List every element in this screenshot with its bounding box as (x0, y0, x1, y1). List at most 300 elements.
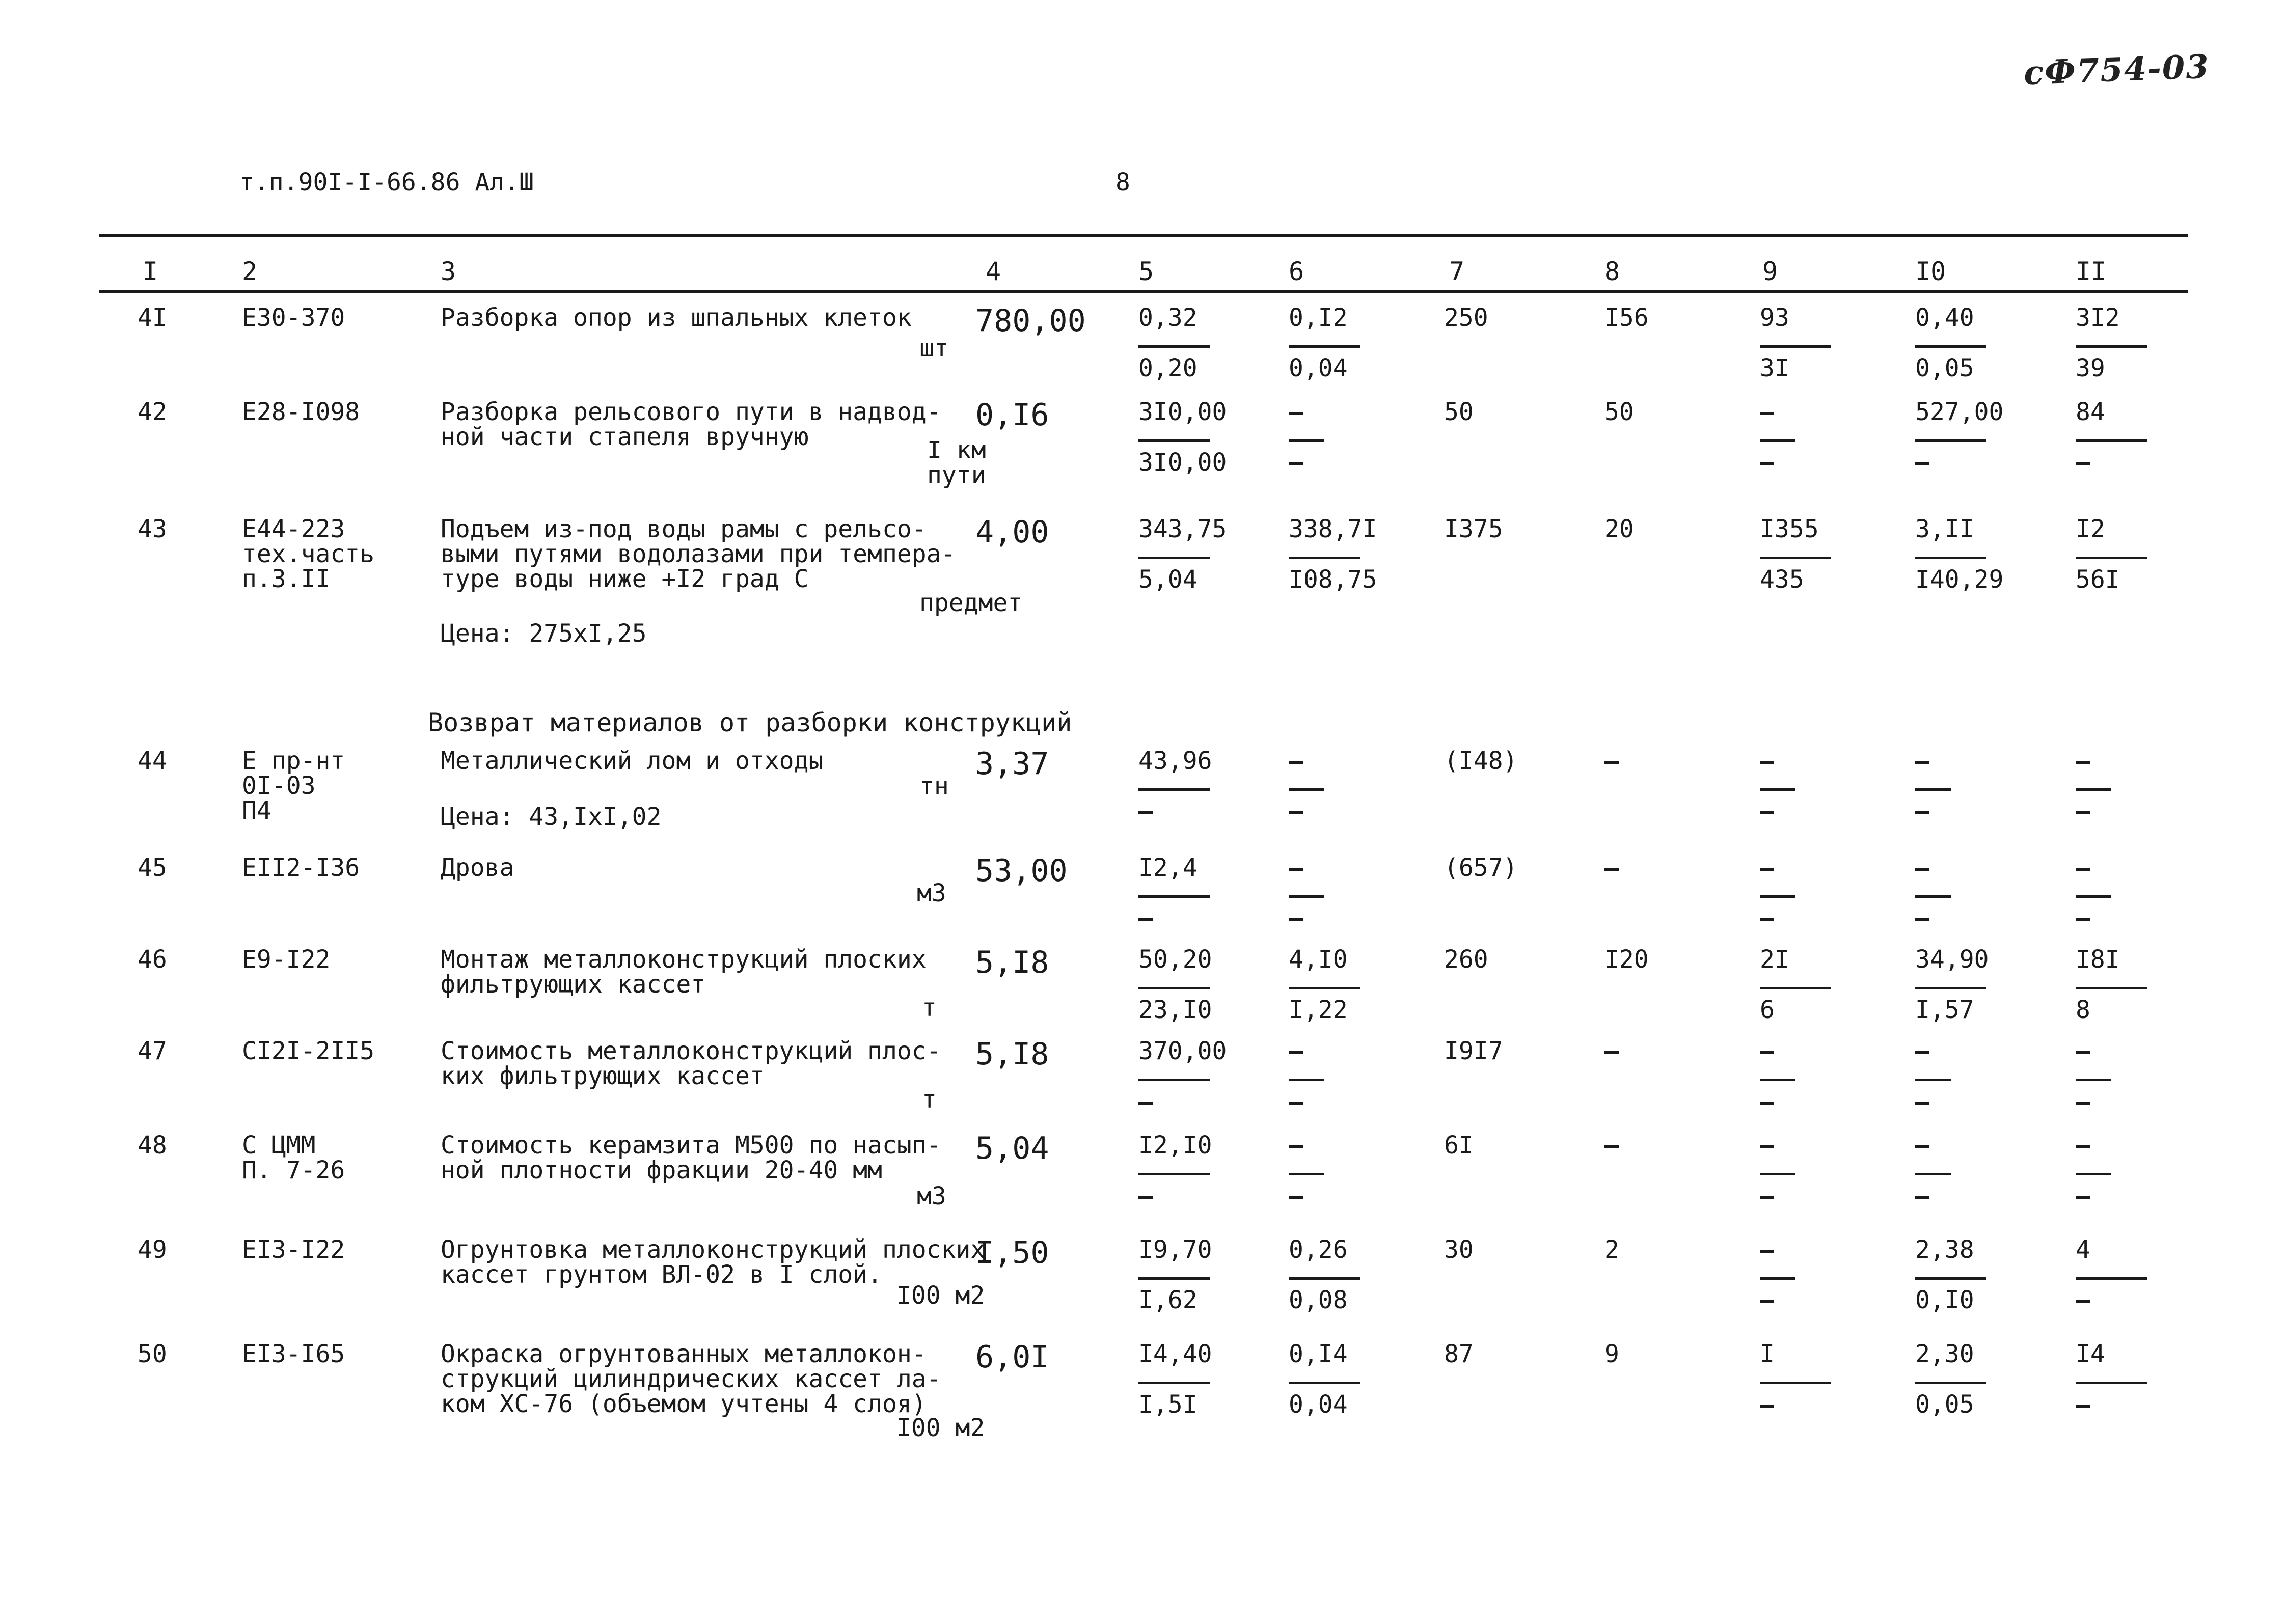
work-description: Огрунтовка металлоконструкций плоских кассет грунтом ВЛ-02 в I слой. (441, 1235, 986, 1289)
labor-total-bottom (2076, 1288, 2162, 1318)
machine-cost-total-bottom (1760, 1183, 1846, 1214)
labor-unit (1915, 749, 2002, 830)
machine-cost-unit-bottom (1289, 799, 1375, 830)
machine-cost-unit-top (1289, 400, 1375, 430)
labor-total-bottom (2076, 1089, 2162, 1120)
labor-total (2076, 517, 2162, 598)
machine-cost-total-bottom: 6 (1760, 996, 1775, 1024)
machine-cost-unit-top: 0,I2 (1289, 304, 1348, 332)
column-header: I (143, 257, 158, 286)
cost-unit-bottom: 3I0,00 (1138, 448, 1227, 477)
machine-cost-unit-top: 338,7I (1289, 515, 1377, 543)
machine-cost-total-top (1760, 1039, 1846, 1069)
column-header: 9 (1762, 257, 1778, 286)
wage-total (1604, 749, 1619, 774)
machine-cost-total (1760, 306, 1846, 387)
labor-unit-bar (1915, 1173, 1951, 1175)
labor-total (2076, 400, 2162, 481)
machine-cost-total-top (1760, 1237, 1846, 1268)
machine-cost-total-bottom (1760, 799, 1846, 830)
dash-mark (1760, 918, 1774, 921)
cost-unit-bar (1138, 895, 1210, 898)
column-header: II (2076, 257, 2107, 286)
column-header: 7 (1449, 257, 1465, 286)
labor-unit (1915, 1237, 2002, 1318)
price-note: Цена: 43,IxI,02 (441, 803, 662, 831)
dash-mark (1915, 1145, 1929, 1148)
machine-cost-total (1760, 1237, 1846, 1318)
cost-unit-bar (1138, 345, 1210, 348)
machine-cost-total-top: I355 (1760, 515, 1819, 543)
cost-total: (657) (1444, 854, 1518, 882)
rate-code: E9-I22 (242, 945, 331, 974)
quantity: 5,I8 (975, 945, 1049, 980)
machine-cost-unit (1289, 856, 1375, 937)
labor-total-bottom (2076, 799, 2162, 830)
dash-mark (1915, 811, 1929, 814)
machine-cost-total-bottom: 435 (1760, 565, 1804, 594)
machine-cost-unit-bar (1289, 439, 1324, 442)
labor-unit-bottom (1915, 799, 2002, 830)
machine-cost-unit-bottom: 0,08 (1289, 1286, 1348, 1314)
cost-total: 50 (1444, 398, 1474, 426)
dash-mark (1604, 761, 1619, 764)
cost-unit-bar (1138, 1277, 1210, 1280)
dash-mark (2076, 761, 2090, 764)
dash-mark (1760, 811, 1774, 814)
labor-total-bottom: 8 (2076, 996, 2090, 1024)
cost-unit-bar (1138, 987, 1210, 989)
work-description: Монтаж металлоконструкций плоских фильтрующих кассет (441, 945, 927, 999)
dash-mark (1915, 868, 1929, 871)
labor-total-bar (2076, 1079, 2111, 1081)
cost-unit-top: I2,4 (1138, 854, 1198, 882)
quantity: 53,00 (975, 853, 1068, 889)
labor-total-bottom: 39 (2076, 354, 2105, 382)
cost-unit (1138, 1039, 1225, 1120)
cost-unit-top: I9,70 (1138, 1235, 1212, 1264)
row-number: 44 (138, 747, 167, 775)
machine-cost-unit (1289, 1342, 1375, 1423)
machine-cost-unit-bottom (1289, 906, 1375, 937)
wage-total: I56 (1604, 304, 1649, 332)
dash-mark (1760, 1196, 1774, 1199)
quantity: 5,04 (975, 1131, 1049, 1166)
dash-mark (1760, 462, 1774, 465)
machine-cost-total (1760, 1133, 1846, 1214)
dash-mark (1915, 462, 1929, 465)
wage-total: I20 (1604, 945, 1649, 974)
cost-total: 250 (1444, 304, 1488, 332)
machine-cost-unit-bar (1289, 1079, 1324, 1081)
dash-mark (1760, 412, 1774, 415)
dash-mark (1760, 868, 1774, 871)
column-header-row (99, 250, 2188, 290)
dash-mark (2076, 918, 2090, 921)
machine-cost-unit-top (1289, 856, 1375, 886)
quantity: 4,00 (975, 514, 1049, 550)
machine-cost-total-top: 93 (1760, 304, 1789, 332)
labor-unit-bar (1915, 895, 1951, 898)
unit-of-measure: т (922, 1085, 937, 1114)
machine-cost-total-top (1760, 856, 1846, 886)
labor-total-bar (2076, 1382, 2147, 1384)
wage-total (1604, 856, 1619, 880)
machine-cost-unit-bottom: 0,04 (1289, 1390, 1348, 1419)
column-header: 5 (1138, 257, 1154, 286)
machine-cost-unit (1289, 749, 1375, 830)
work-description: Разборка опор из шпальных клеток (441, 304, 912, 332)
dash-mark (1138, 811, 1153, 814)
rate-code: E пр-нт 0I-03 П4 (242, 747, 345, 825)
labor-unit-bar (1915, 1079, 1951, 1081)
document-header: т.п.90I-I-66.86 Ал.Ш (239, 168, 534, 197)
machine-cost-total-bar (1760, 345, 1831, 348)
machine-cost-total-top (1760, 749, 1846, 779)
machine-cost-total (1760, 947, 1846, 1028)
machine-cost-unit-top: 4,I0 (1289, 945, 1348, 974)
work-description: Подъем из-под воды рамы с рельсо- выми путями водолазами при темпера- туре воды ниже +I2 град С (441, 515, 956, 593)
labor-total-bottom (2076, 1392, 2162, 1423)
dash-mark (1289, 1145, 1303, 1148)
row-number: 50 (138, 1340, 167, 1368)
labor-total (2076, 947, 2162, 1028)
machine-cost-total-bar (1760, 895, 1795, 898)
labor-unit-bottom (1915, 906, 2002, 937)
work-description: Дрова (441, 854, 514, 882)
labor-unit (1915, 856, 2002, 937)
dash-mark (1760, 1250, 1774, 1253)
machine-cost-total-bar (1760, 1277, 1795, 1280)
unit-of-measure: шт (919, 334, 949, 363)
labor-unit-bottom (1915, 1089, 2002, 1120)
machine-cost-total-bar (1760, 557, 1831, 559)
dash-mark (1760, 1300, 1774, 1303)
labor-total (2076, 1237, 2162, 1318)
labor-unit-bar (1915, 557, 1986, 559)
labor-total-bar (2076, 987, 2147, 989)
labor-total-top: I8I (2076, 945, 2120, 974)
column-header: 4 (986, 257, 1001, 286)
machine-cost-total (1760, 517, 1846, 598)
cost-total: I375 (1444, 515, 1503, 543)
cost-unit (1138, 306, 1225, 387)
dash-mark (2076, 1051, 2090, 1054)
machine-cost-unit-top (1289, 749, 1375, 779)
machine-cost-total-top (1760, 1133, 1846, 1164)
labor-unit-bottom (1915, 1183, 2002, 1214)
cost-unit-bar (1138, 1079, 1210, 1081)
cost-unit-top: 50,20 (1138, 945, 1212, 974)
machine-cost-total-bar (1760, 1382, 1831, 1384)
labor-total-bar (2076, 557, 2147, 559)
wage-total: 20 (1604, 515, 1634, 543)
labor-unit (1915, 1342, 2002, 1423)
machine-cost-unit-bar (1289, 1382, 1360, 1384)
labor-unit-top (1915, 1039, 2002, 1069)
machine-cost-unit-bottom: 0,04 (1289, 354, 1348, 382)
row-number: 45 (138, 854, 167, 882)
machine-cost-unit-top (1289, 1039, 1375, 1069)
cost-unit-bottom (1138, 1089, 1225, 1120)
labor-total-bar (2076, 895, 2111, 898)
dash-mark (2076, 868, 2090, 871)
dash-mark (1604, 1145, 1619, 1148)
rate-code: EII2-I36 (242, 854, 360, 882)
quantity: 0,I6 (975, 397, 1049, 433)
machine-cost-total-bar (1760, 788, 1795, 791)
quantity: 6,0I (975, 1339, 1049, 1375)
machine-cost-unit (1289, 1237, 1375, 1318)
row-number: 48 (138, 1131, 167, 1160)
labor-unit-bottom: 0,05 (1915, 354, 1974, 382)
labor-unit-top: 2,38 (1915, 1235, 1974, 1264)
machine-cost-unit-bottom (1289, 1183, 1375, 1214)
labor-total-bottom (2076, 906, 2162, 937)
cost-unit-top: 343,75 (1138, 515, 1227, 543)
dash-mark (1760, 1405, 1774, 1408)
machine-cost-unit-bar (1289, 557, 1360, 559)
machine-cost-total-bottom: 3I (1760, 354, 1789, 382)
labor-total (2076, 1133, 2162, 1214)
dash-mark (1138, 1102, 1153, 1105)
labor-unit-bottom: I40,29 (1915, 565, 2004, 594)
labor-unit-bar (1915, 1277, 1986, 1280)
labor-unit-top (1915, 856, 2002, 886)
dash-mark (1138, 918, 1153, 921)
cost-unit-top: 0,32 (1138, 304, 1198, 332)
cost-unit-top: I2,I0 (1138, 1131, 1212, 1160)
cost-unit (1138, 1342, 1225, 1423)
row-number: 49 (138, 1235, 167, 1264)
labor-total (2076, 749, 2162, 830)
column-header: 6 (1289, 257, 1304, 286)
work-description: Стоимость керамзита М500 по насып- ной плотности фракции 20-40 мм (441, 1131, 941, 1185)
cost-unit (1138, 749, 1225, 830)
labor-total-bar (2076, 345, 2147, 348)
labor-unit-bottom: I,57 (1915, 996, 1974, 1024)
dash-mark (2076, 1145, 2090, 1148)
wage-total: 9 (1604, 1340, 1619, 1368)
cost-unit (1138, 1133, 1225, 1214)
section-title: Возврат материалов от разборки конструкций (428, 708, 1072, 737)
cost-unit-bottom (1138, 799, 1225, 830)
price-note: Цена: 275xI,25 (441, 619, 647, 648)
quantity: 3,37 (975, 746, 1049, 782)
column-header: I0 (1915, 257, 1946, 286)
cost-total: 260 (1444, 945, 1488, 974)
column-header: 3 (441, 257, 456, 286)
labor-unit-top: 2,30 (1915, 1340, 1974, 1368)
rate-code: E28-I098 (242, 398, 360, 426)
row-number: 46 (138, 945, 167, 974)
cost-total: I9I7 (1444, 1037, 1503, 1065)
dash-mark (1289, 761, 1303, 764)
labor-total-top: 4 (2076, 1235, 2090, 1264)
machine-cost-unit (1289, 1039, 1375, 1120)
unit-of-measure: м3 (917, 879, 946, 907)
cost-total: 6I (1444, 1131, 1474, 1160)
labor-total-top (2076, 1133, 2162, 1164)
labor-unit (1915, 947, 2002, 1028)
cost-unit (1138, 517, 1225, 598)
machine-cost-total-top (1760, 400, 1846, 430)
dash-mark (1289, 918, 1303, 921)
dash-mark (2076, 1300, 2090, 1303)
dash-mark (1760, 1102, 1774, 1105)
work-description: Стоимость металлоконструкций плос- ких фильтрующих кассет (441, 1037, 941, 1090)
machine-cost-unit (1289, 1133, 1375, 1214)
cost-unit-bottom: I,62 (1138, 1286, 1198, 1314)
cost-unit-bar (1138, 557, 1210, 559)
cost-unit-top: 3I0,00 (1138, 398, 1227, 426)
unit-of-measure: тн (919, 772, 949, 801)
labor-unit-top: 527,00 (1915, 398, 2004, 426)
dash-mark (2076, 1102, 2090, 1105)
labor-total-bottom (2076, 1183, 2162, 1214)
machine-cost-unit-bottom (1289, 450, 1375, 481)
labor-unit-top: 0,40 (1915, 304, 1974, 332)
dash-mark (2076, 462, 2090, 465)
work-description: Металлический лом и отходы (441, 747, 824, 775)
unit-of-measure: предмет (919, 589, 1023, 617)
labor-total-top: I2 (2076, 515, 2105, 543)
machine-cost-total-bar (1760, 987, 1831, 989)
header-bottom-rule (99, 290, 2188, 293)
unit-of-measure: м3 (917, 1182, 946, 1210)
machine-cost-unit-bar (1289, 987, 1360, 989)
dash-mark (1138, 1196, 1153, 1199)
machine-cost-unit (1289, 517, 1375, 598)
wage-total (1604, 1039, 1619, 1064)
quantity: 780,00 (975, 303, 1086, 339)
machine-cost-total-bar (1760, 1079, 1795, 1081)
machine-cost-unit-top: 0,I4 (1289, 1340, 1348, 1368)
labor-total-top (2076, 856, 2162, 886)
labor-unit-top: 3,II (1915, 515, 1974, 543)
machine-cost-total-bottom (1760, 1089, 1846, 1120)
machine-cost-total-bar (1760, 1173, 1795, 1175)
cost-unit-top: I4,40 (1138, 1340, 1212, 1368)
dash-mark (1915, 1196, 1929, 1199)
page-number: 8 (1115, 168, 1130, 197)
labor-total-top: 84 (2076, 398, 2105, 426)
labor-unit (1915, 517, 2002, 598)
cost-unit-top: 370,00 (1138, 1037, 1227, 1065)
dash-mark (1289, 462, 1303, 465)
machine-cost-total-bottom (1760, 1288, 1846, 1318)
cost-unit-bottom: 23,I0 (1138, 996, 1212, 1024)
cost-unit-bottom (1138, 906, 1225, 937)
unit-of-measure: I00 м2 (896, 1414, 985, 1442)
labor-total (2076, 856, 2162, 937)
dash-mark (1289, 811, 1303, 814)
machine-cost-total-top: I (1760, 1340, 1775, 1368)
machine-cost-unit-bar (1289, 1173, 1324, 1175)
rate-code: E30-370 (242, 304, 345, 332)
work-description: Окраска огрунтованных металлокон- струкций цилиндрических кассет ла- ком ХС-76 (объемом учтены 4 слоя) (441, 1340, 941, 1418)
dash-mark (2076, 1196, 2090, 1199)
labor-total-top (2076, 1039, 2162, 1069)
labor-unit-bar (1915, 788, 1951, 791)
labor-total-top: 3I2 (2076, 304, 2120, 332)
cost-unit-bar (1138, 1382, 1210, 1384)
machine-cost-unit-bar (1289, 345, 1360, 348)
wage-total: 2 (1604, 1235, 1619, 1264)
cost-unit-bottom: 0,20 (1138, 354, 1198, 382)
labor-unit-bar (1915, 439, 1986, 442)
dash-mark (1915, 1102, 1929, 1105)
cost-unit (1138, 947, 1225, 1028)
machine-cost-unit-bar (1289, 788, 1324, 791)
labor-unit-top (1915, 749, 2002, 779)
labor-total-top (2076, 749, 2162, 779)
dash-mark (1289, 1102, 1303, 1105)
wage-total (1604, 1133, 1619, 1158)
machine-cost-total (1760, 1039, 1846, 1120)
dash-mark (1915, 761, 1929, 764)
rate-code: EI3-I65 (242, 1340, 345, 1368)
machine-cost-total-bottom (1760, 450, 1846, 481)
labor-unit-bottom: 0,05 (1915, 1390, 1974, 1419)
dash-mark (2076, 811, 2090, 814)
dash-mark (1604, 1051, 1619, 1054)
cost-unit-top: 43,96 (1138, 747, 1212, 775)
machine-cost-unit (1289, 947, 1375, 1028)
cost-total: (I48) (1444, 747, 1518, 775)
dash-mark (1760, 1051, 1774, 1054)
row-number: 43 (138, 515, 167, 543)
labor-unit-bar (1915, 1382, 1986, 1384)
dash-mark (1915, 918, 1929, 921)
labor-total-bar (2076, 1277, 2147, 1280)
machine-cost-total-bar (1760, 439, 1795, 442)
labor-total-bottom: 56I (2076, 565, 2120, 594)
cost-total: 30 (1444, 1235, 1474, 1264)
labor-total-top: I4 (2076, 1340, 2105, 1368)
wage-total: 50 (1604, 398, 1634, 426)
dash-mark (1604, 868, 1619, 871)
labor-total-bottom (2076, 450, 2162, 481)
cost-unit (1138, 1237, 1225, 1318)
dash-mark (1289, 1196, 1303, 1199)
labor-total-bar (2076, 439, 2147, 442)
machine-cost-total (1760, 1342, 1846, 1423)
unit-of-measure: т (922, 994, 937, 1022)
cost-total: 87 (1444, 1340, 1474, 1368)
dash-mark (1760, 761, 1774, 764)
row-number: 4I (138, 304, 167, 332)
dash-mark (1289, 1051, 1303, 1054)
machine-cost-unit-bar (1289, 1277, 1360, 1280)
machine-cost-unit-top: 0,26 (1289, 1235, 1348, 1264)
unit-of-measure: I00 м2 (896, 1281, 985, 1310)
document-stamp: сФ754-03 (2023, 47, 2211, 93)
labor-unit (1915, 400, 2002, 481)
column-header: 8 (1604, 257, 1620, 286)
dash-mark (1289, 412, 1303, 415)
quantity: I,50 (975, 1235, 1049, 1271)
dash-mark (1289, 868, 1303, 871)
cost-unit-bottom (1138, 1183, 1225, 1214)
labor-unit-bar (1915, 987, 1986, 989)
work-description: Разборка рельсового пути в надвод- ной части стапеля вручную (441, 398, 941, 451)
dash-mark (1915, 1051, 1929, 1054)
cost-unit-bottom: 5,04 (1138, 565, 1198, 594)
labor-unit-top (1915, 1133, 2002, 1164)
cost-unit-bar (1138, 439, 1210, 442)
machine-cost-unit-top (1289, 1133, 1375, 1164)
